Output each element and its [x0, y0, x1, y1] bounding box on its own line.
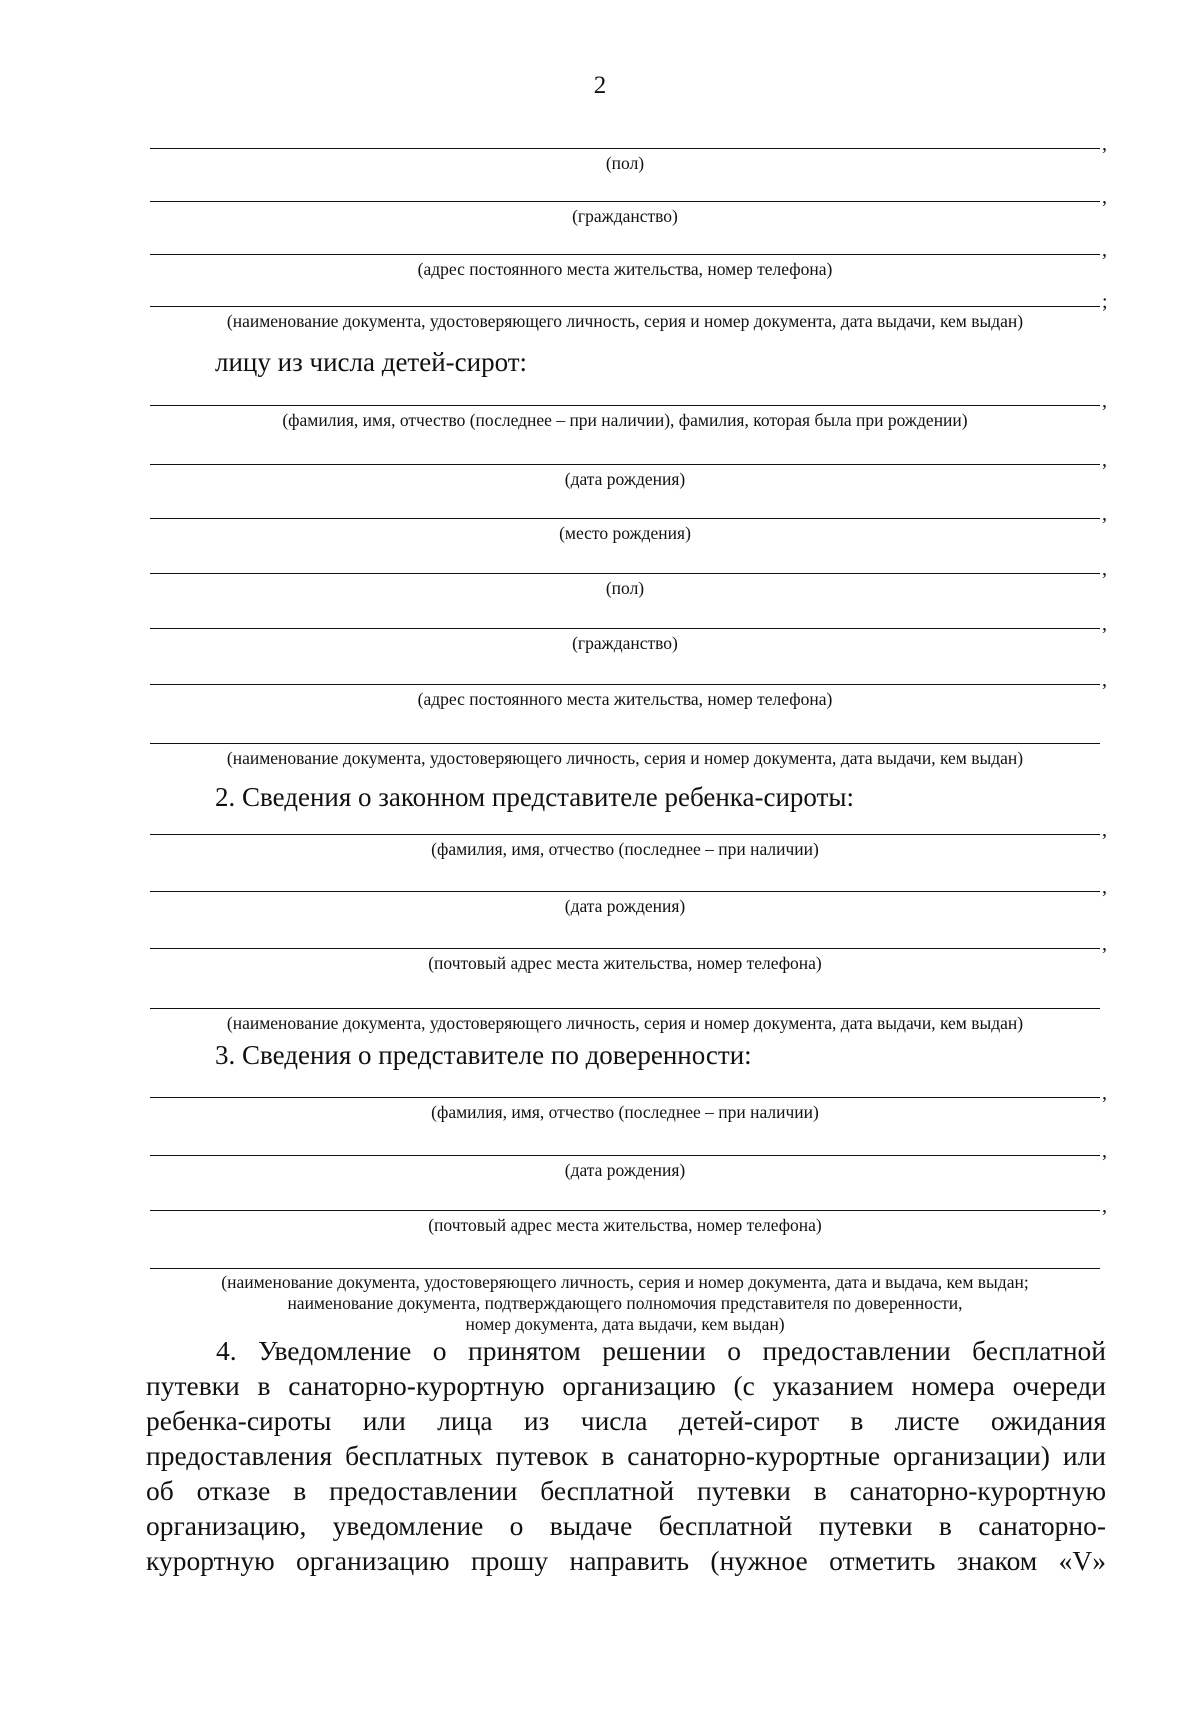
caption-line: наименование документа, подтверждающего полномочия представителя по доверенности, — [287, 1293, 963, 1313]
field-caption: (фамилия, имя, отчество (последнее – при наличии) — [431, 839, 819, 859]
page-number: 2 — [593, 72, 607, 99]
field-punctuation: , — [1102, 613, 1107, 635]
field-caption: (фамилия, имя, отчество (последнее – при наличии) — [431, 1102, 819, 1122]
fill-line — [150, 1008, 1100, 1009]
field-punctuation: , — [1102, 133, 1107, 155]
paragraph-line: курортную организацию прошу направить (нужное отметить знаком «V» — [146, 1545, 1106, 1576]
paragraph-line: 4. Уведомление о принятом решении о предоставлении бесплатной — [216, 1335, 1106, 1366]
field-punctuation: ; — [1102, 291, 1108, 313]
field-caption: (адрес постоянного места жительства, номер телефона) — [417, 689, 833, 709]
field-caption: (пол) — [605, 153, 645, 173]
paragraph-line: об отказе в предоставлении бесплатной путевки в санаторно-курортную — [146, 1475, 1106, 1506]
paragraph-line: предоставления бесплатных путевок в санаторно-курортные организации) или — [146, 1440, 1106, 1471]
fill-line — [150, 1097, 1100, 1098]
field-caption: (пол) — [605, 578, 645, 598]
caption-line: номер документа, дата выдачи, кем выдан) — [465, 1314, 785, 1334]
fill-line — [150, 1210, 1100, 1211]
field-punctuation: , — [1102, 239, 1107, 261]
field-punctuation: , — [1102, 558, 1107, 580]
field-punctuation: , — [1102, 186, 1107, 208]
fill-line — [150, 1155, 1100, 1156]
field-caption-multiline — [130, 1272, 1120, 1335]
field-punctuation: , — [1102, 503, 1107, 525]
fill-line — [150, 948, 1100, 949]
field-caption: (место рождения) — [559, 523, 691, 543]
field-punctuation: , — [1102, 1195, 1107, 1217]
fill-line — [150, 518, 1100, 519]
field-caption: (гражданство) — [572, 206, 678, 226]
caption-line: (наименование документа, удостоверяющего личность, серия и номер документа, дата и выдача, кем выдан; — [221, 1272, 1029, 1292]
field-caption: (адрес постоянного места жительства, номер телефона) — [417, 259, 833, 279]
paragraph-line: организацию, уведомление о выдаче бесплатной путевки в санаторно- — [146, 1510, 1106, 1541]
section-heading-2: 2. Сведения о законном представителе ребенка-сироты: — [215, 782, 854, 812]
field-punctuation: , — [1102, 876, 1107, 898]
fill-line — [150, 405, 1100, 406]
field-punctuation: , — [1102, 1082, 1107, 1104]
fill-line — [150, 148, 1100, 149]
field-punctuation: , — [1102, 390, 1107, 412]
fill-line — [150, 891, 1100, 892]
section-heading-3: 3. Сведения о представителе по доверенности: — [215, 1040, 752, 1070]
fill-line — [150, 306, 1100, 307]
field-caption: (дата рождения) — [564, 1160, 686, 1180]
fill-line — [150, 254, 1100, 255]
fill-line — [150, 464, 1100, 465]
fill-line — [150, 573, 1100, 574]
field-caption: (дата рождения) — [564, 896, 686, 916]
field-caption: (наименование документа, удостоверяющего личность, серия и номер документа, дата выдачи, кем выдан) — [226, 311, 1024, 331]
field-punctuation: , — [1102, 933, 1107, 955]
field-punctuation: , — [1102, 669, 1107, 691]
field-caption: (дата рождения) — [564, 469, 686, 489]
field-caption: (гражданство) — [572, 633, 678, 653]
fill-line — [150, 201, 1100, 202]
field-caption: (наименование документа, удостоверяющего личность, серия и номер документа, дата выдачи, кем выдан) — [226, 1013, 1024, 1033]
field-caption: (почтовый адрес места жительства, номер телефона) — [428, 953, 822, 973]
field-punctuation: , — [1102, 1140, 1107, 1162]
paragraph-line: ребенка-сироты или лица из числа детей-сирот в листе ожидания — [146, 1405, 1106, 1436]
fill-line — [150, 1268, 1100, 1269]
fill-line — [150, 834, 1100, 835]
field-caption: (фамилия, имя, отчество (последнее – при наличии), фамилия, которая была при рождении) — [282, 410, 968, 430]
field-punctuation: , — [1102, 819, 1107, 841]
paragraph-line: путевки в санаторно-курортную организацию (с указанием номера очереди — [146, 1370, 1106, 1401]
section-heading-orphan: лицу из числа детей-сирот: — [215, 347, 528, 377]
fill-line — [150, 628, 1100, 629]
fill-line — [150, 743, 1100, 744]
field-caption: (наименование документа, удостоверяющего личность, серия и номер документа, дата выдачи, кем выдан) — [226, 748, 1024, 768]
fill-line — [150, 684, 1100, 685]
paragraph-4 — [146, 1333, 1106, 1578]
field-caption: (почтовый адрес места жительства, номер телефона) — [428, 1215, 822, 1235]
field-punctuation: , — [1102, 449, 1107, 471]
